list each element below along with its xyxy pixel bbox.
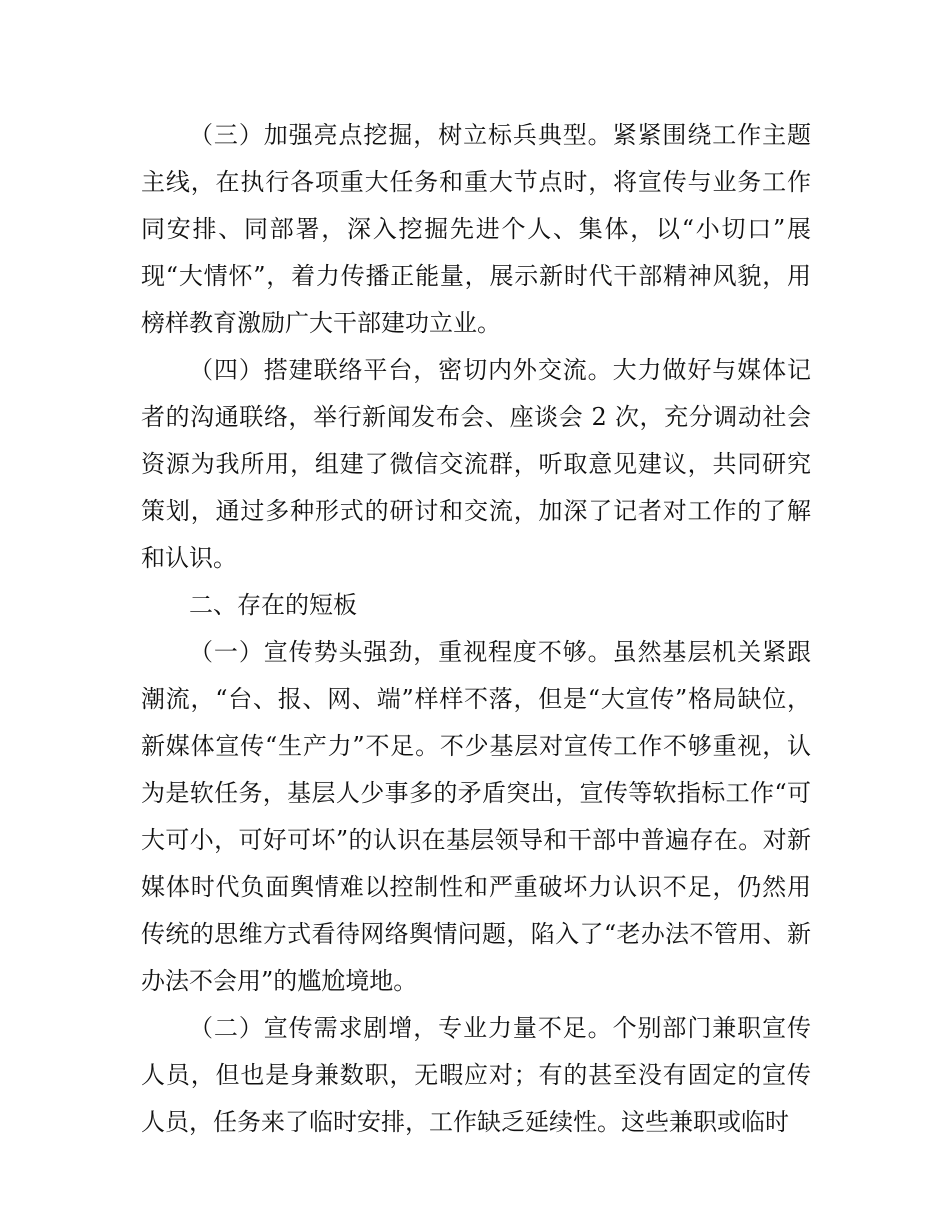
paragraph-highlight-mining: （三）加强亮点挖掘，树立标兵典型。紧紧围绕工作主题主线，在执行各项重大任务和重大节点时，将宣传与业务工作同安排、同部署，深入挖掘先进个人、集体，以“小切口”展现“大情怀”，着力传播正能量，展示新时代干部精神风貌，用榜样教育激励广大干部建功立业。	[141, 121, 811, 337]
paragraph-insufficient-attention: （一）宣传势头强劲，重视程度不够。虽然基层机关紧跟潮流，“台、报、网、端”样样不落，但是“大宣传”格局缺位，新媒体宣传“生产力”不足。不少基层对宣传工作不够重视，认为是软任务，基层人少事多的矛盾突出，宣传等软指标工作“可大可小，可好可坏”的认识在基层领导和干部中普遍存在。对新媒体时代负面舆情难以控制性和严重破坏力认识不足，仍然用传统的思维方式看待网络舆情问题，陷入了“老办法不管用、新办法不会用”的尴尬境地。	[141, 638, 811, 995]
document-body	[141, 112, 811, 1146]
section-heading-shortcomings: 二、存在的短板	[189, 591, 357, 619]
paragraph-liaison-platform: （四）搭建联络平台，密切内外交流。大力做好与媒体记者的沟通联络，举行新闻发布会、座谈会 2 次，充分调动社会资源为我所用，组建了微信交流群，听取意见建议，共同研究策划，通过多种形式的研讨和交流，加深了记者对工作的了解和认识。	[141, 356, 811, 572]
paragraph-insufficient-staff: （二）宣传需求剧增，专业力量不足。个别部门兼职宣传人员，但也是身兼数职，无暇应对；有的甚至没有固定的宣传人员，任务来了临时安排，工作缺乏延续性。这些兼职或临时	[141, 1014, 811, 1136]
